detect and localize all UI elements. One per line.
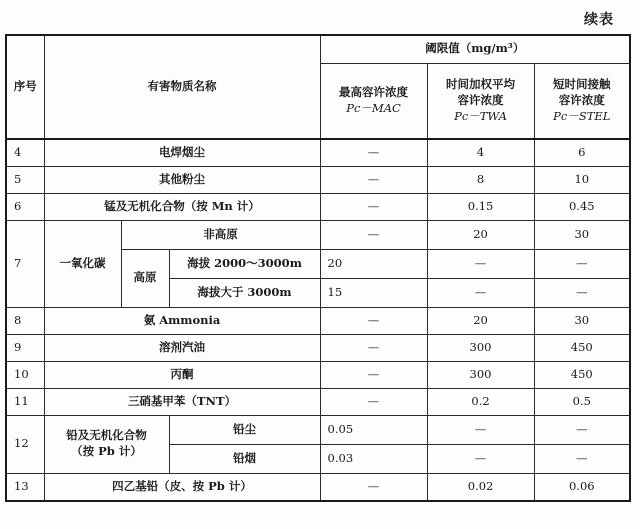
row-mac: 20 <box>320 249 427 278</box>
header-twa-label-2: 容许浓度 <box>457 92 504 107</box>
continued-label: 续表 <box>584 12 614 28</box>
row-stel: 450 <box>534 334 630 361</box>
row-mac: — <box>320 166 427 193</box>
row-twa: 4 <box>427 139 534 166</box>
row-mac: — <box>320 361 427 388</box>
row-no: 8 <box>6 307 44 334</box>
row-mac: — <box>320 388 427 415</box>
row-twa: — <box>427 444 534 473</box>
row-no: 4 <box>6 139 44 166</box>
table-row <box>6 307 630 334</box>
row-sub-substance: 非高原 <box>121 220 320 249</box>
table-row <box>6 415 630 444</box>
row-stel: — <box>534 415 630 444</box>
row-twa: 8 <box>427 166 534 193</box>
row-mac: — <box>320 193 427 220</box>
row-stel: 0.5 <box>534 388 630 415</box>
header-twa <box>427 63 534 139</box>
row-no: 11 <box>6 388 44 415</box>
header-limit: 阈限值（mg/m³） <box>320 35 630 63</box>
row-no: 6 <box>6 193 44 220</box>
row-no: 7 <box>6 220 44 307</box>
row-stel: 6 <box>534 139 630 166</box>
row-no: 10 <box>6 361 44 388</box>
row-substance: 锰及无机化合物（按 Mn 计） <box>44 193 320 220</box>
row-substance: 三硝基甲苯（TNT） <box>44 388 320 415</box>
row-substance: 一氧化碳 <box>44 220 121 307</box>
row-twa: 0.15 <box>427 193 534 220</box>
row-twa: 20 <box>427 220 534 249</box>
header-stel-label-2: 容许浓度 <box>558 92 605 107</box>
row-substance: 其他粉尘 <box>44 166 320 193</box>
row-sub-substance: 铅烟 <box>169 444 320 473</box>
header-row-1 <box>6 35 630 63</box>
table-row <box>6 220 630 249</box>
row-substance-line-1: 铅及无机化合物 <box>66 428 147 443</box>
row-substance: 氨 Ammonia <box>44 307 320 334</box>
row-twa: 300 <box>427 361 534 388</box>
row-mac: — <box>320 307 427 334</box>
header-mac <box>320 63 427 139</box>
row-stel: — <box>534 444 630 473</box>
row-stel: 10 <box>534 166 630 193</box>
row-twa: 20 <box>427 307 534 334</box>
row-twa: 0.02 <box>427 473 534 501</box>
row-sub-substance: 海拔 2000～3000m <box>169 249 320 278</box>
row-stel: — <box>534 278 630 307</box>
table-row <box>6 193 630 220</box>
row-no: 5 <box>6 166 44 193</box>
header-stel-label-1: 短时间接触 <box>553 77 611 92</box>
row-sub-substance: 铅尘 <box>169 415 320 444</box>
row-stel: 30 <box>534 307 630 334</box>
table-row <box>6 166 630 193</box>
row-mac: 0.05 <box>320 415 427 444</box>
row-no: 9 <box>6 334 44 361</box>
row-plateau: 高原 <box>121 249 169 307</box>
table-row <box>6 139 630 166</box>
row-mac: — <box>320 473 427 501</box>
header-substance: 有害物质名称 <box>44 35 320 139</box>
header-seq: 序号 <box>6 35 44 139</box>
header-stel-code: Pc－STEL <box>553 108 611 123</box>
header-stel <box>534 63 630 139</box>
table-row <box>6 388 630 415</box>
row-stel: — <box>534 249 630 278</box>
row-no: 13 <box>6 473 44 501</box>
header-mac-label: 最高容许浓度 <box>339 85 409 100</box>
row-no: 12 <box>6 415 44 473</box>
row-stel: 450 <box>534 361 630 388</box>
row-substance: 溶剂汽油 <box>44 334 320 361</box>
limits-table <box>5 34 631 502</box>
row-stel: 30 <box>534 220 630 249</box>
table-row <box>6 361 630 388</box>
row-twa: — <box>427 249 534 278</box>
row-sub-substance: 海拔大于 3000m <box>169 278 320 307</box>
row-mac: — <box>320 334 427 361</box>
row-substance <box>44 415 169 473</box>
row-substance: 四乙基铅（皮、按 Pb 计） <box>44 473 320 501</box>
row-twa: 0.2 <box>427 388 534 415</box>
row-stel: 0.06 <box>534 473 630 501</box>
row-stel: 0.45 <box>534 193 630 220</box>
table-row <box>6 473 630 501</box>
row-mac: — <box>320 220 427 249</box>
row-mac: 0.03 <box>320 444 427 473</box>
row-substance: 丙酮 <box>44 361 320 388</box>
header-mac-code: Pc－MAC <box>346 100 401 115</box>
row-mac: — <box>320 139 427 166</box>
row-substance: 电焊烟尘 <box>44 139 320 166</box>
table-row <box>6 334 630 361</box>
header-twa-code: Pc－TWA <box>454 108 507 123</box>
row-twa: — <box>427 278 534 307</box>
row-twa: — <box>427 415 534 444</box>
row-mac: 15 <box>320 278 427 307</box>
row-substance-line-2: （按 Pb 计） <box>71 444 142 458</box>
header-twa-label-1: 时间加权平均 <box>446 77 516 92</box>
row-twa: 300 <box>427 334 534 361</box>
